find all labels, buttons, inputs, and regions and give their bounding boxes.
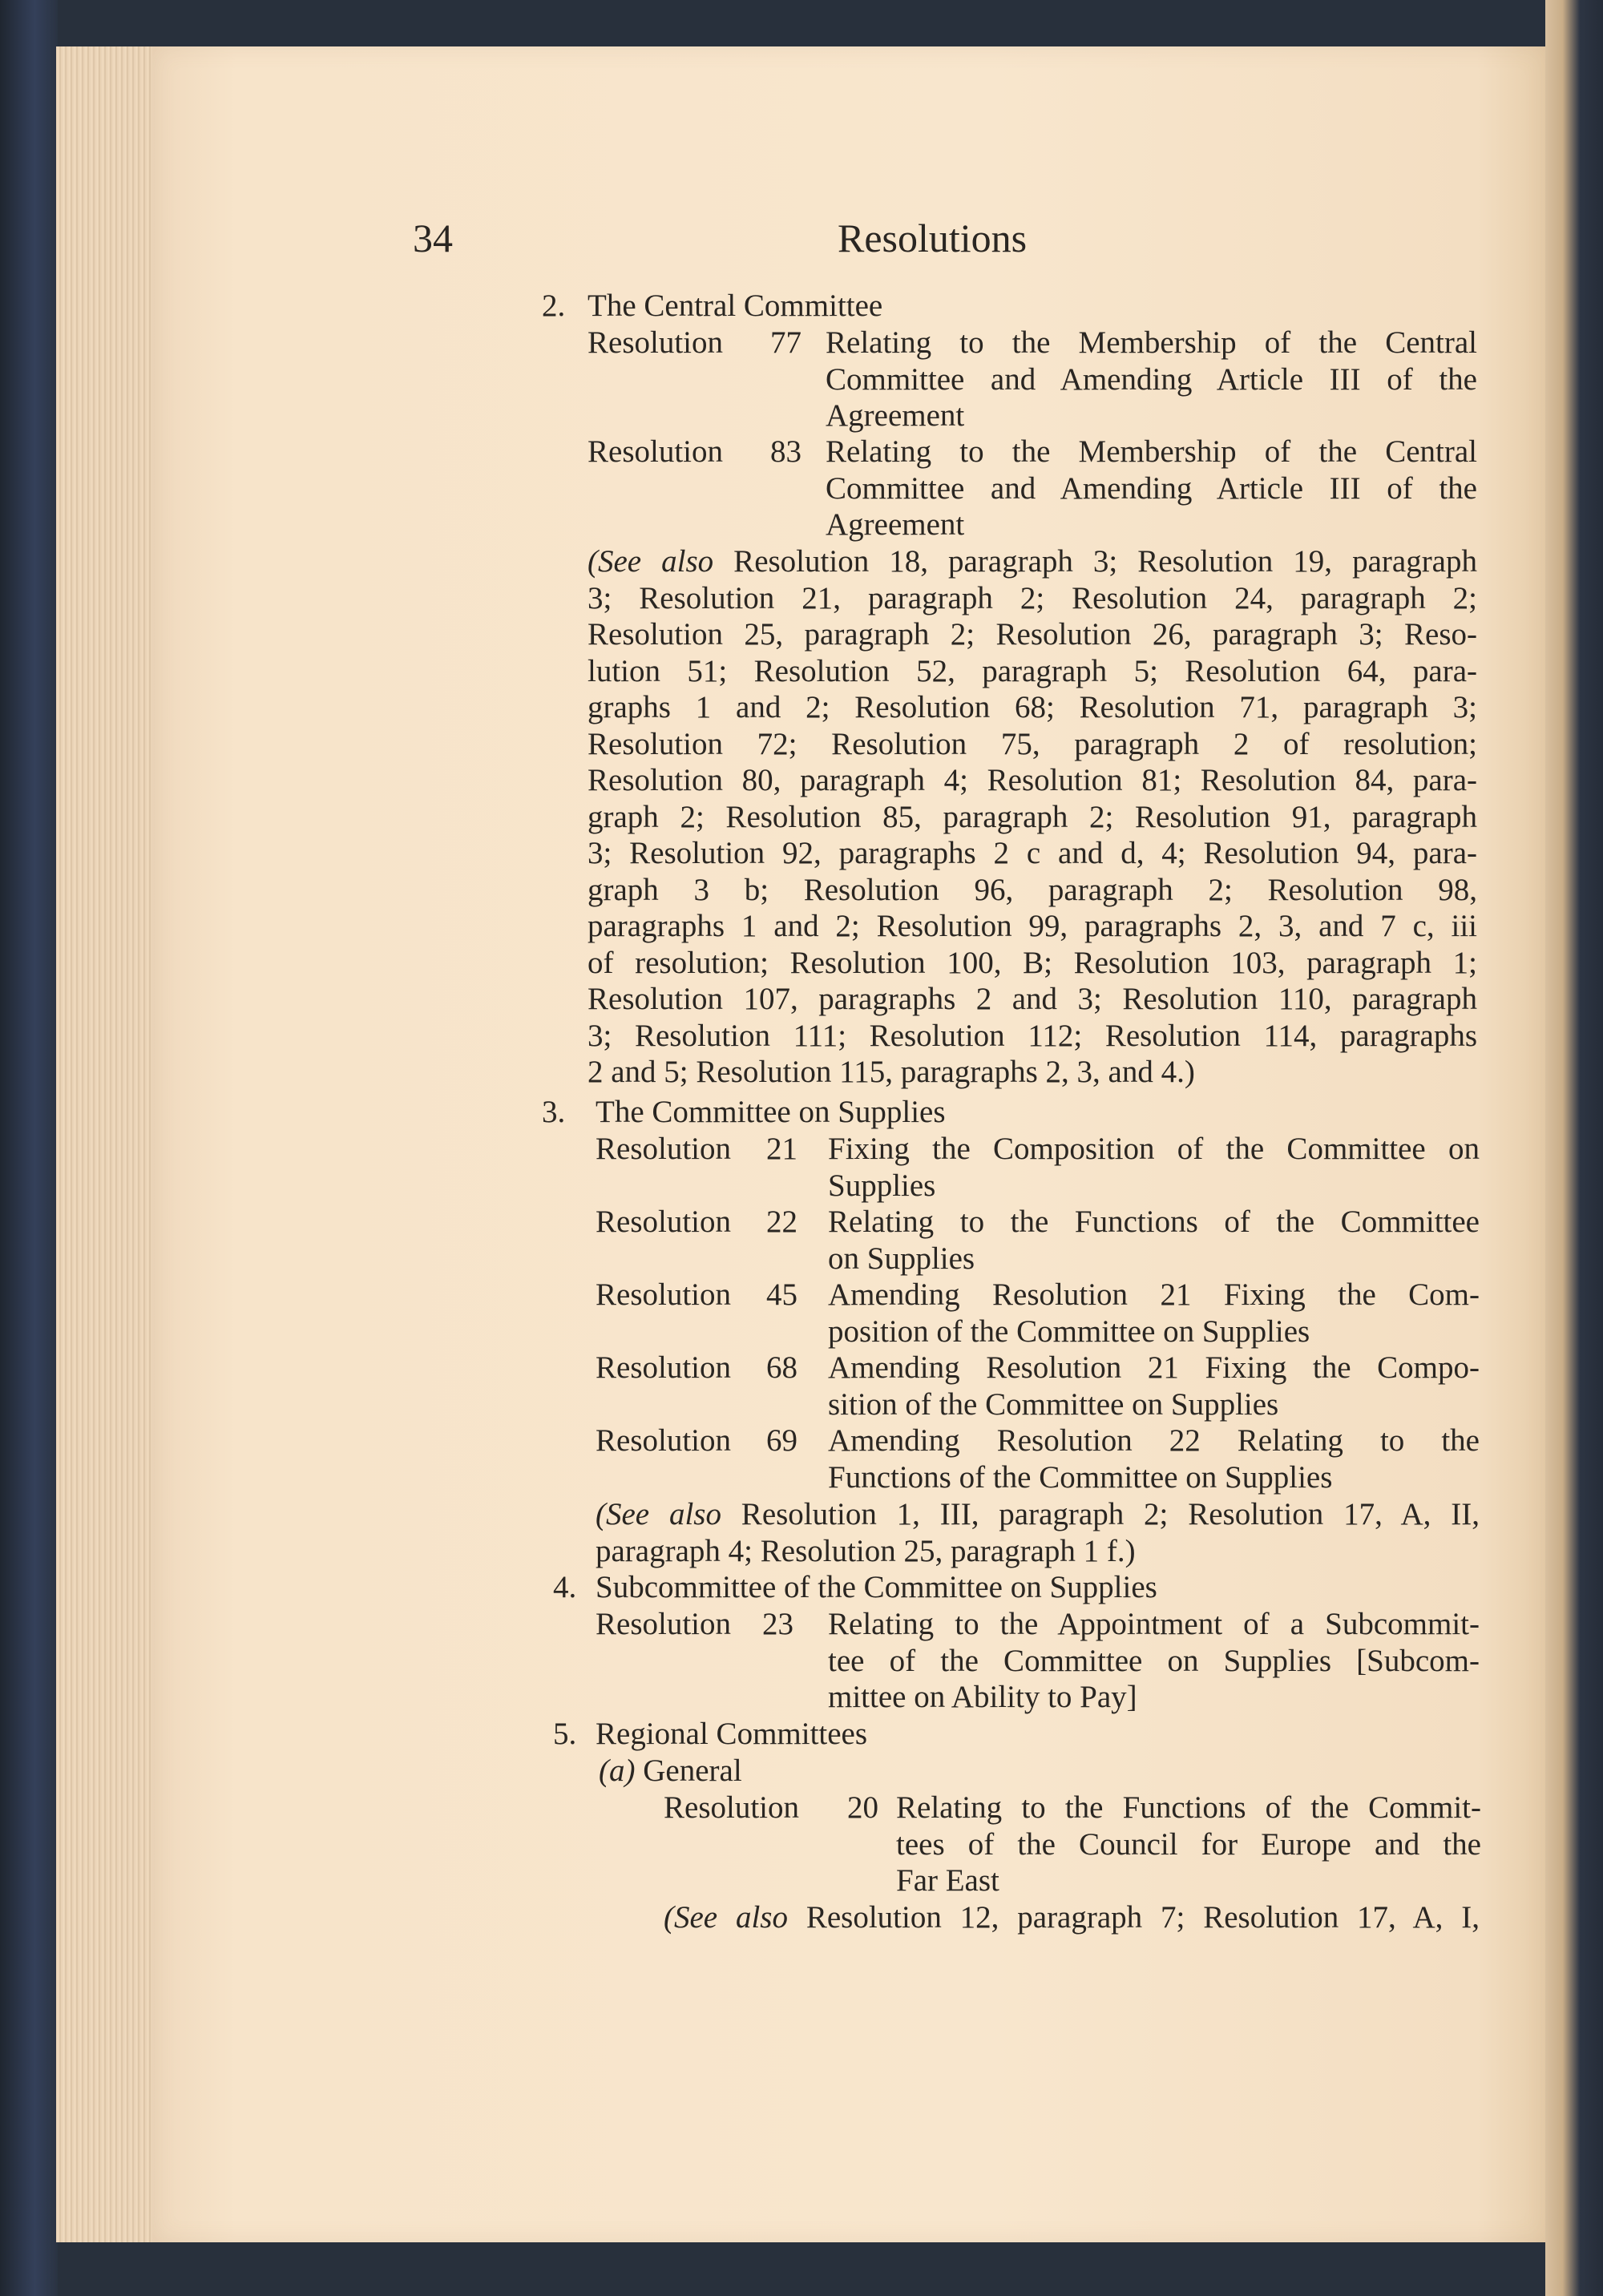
page-number: 34 xyxy=(413,216,453,260)
entry-description: Relating to the Membership of the Central Committee and Amending Article III of the Agreement xyxy=(826,325,1477,433)
entry-description: Amending Resolution 21 Fixing the Com- position of the Committee on Supplies xyxy=(828,1277,1480,1349)
entry-description: Amending Resolution 22 Relating to the Functions of the Committee on Supplies xyxy=(828,1423,1480,1495)
entry-number: 83 xyxy=(770,434,802,469)
entry-description: Relating to the Functions of the Commit- tees of the Council for Europe and the Far East xyxy=(896,1790,1481,1898)
section-number: 4. xyxy=(553,1570,577,1604)
entry-label: Resolution xyxy=(664,1790,800,1825)
entry-number: 21 xyxy=(766,1132,797,1166)
entry-label: Resolution xyxy=(596,1423,732,1458)
see-also-block: (See also Resolution 12, paragraph 7; Resolution 17, A, I, xyxy=(664,1900,1480,1935)
subsection-marker: (a) xyxy=(599,1753,636,1788)
entry-number: 22 xyxy=(766,1204,797,1239)
entry-label: Resolution xyxy=(596,1204,732,1239)
entry-number: 20 xyxy=(847,1790,878,1825)
entry-number: 68 xyxy=(766,1350,797,1385)
entry-description: Relating to the Functions of the Committee on Supplies xyxy=(828,1204,1480,1276)
entry-description: Relating to the Membership of the Central Committee and Amending Article III of the Agreement xyxy=(826,434,1477,542)
book-cover-right xyxy=(1545,0,1603,2296)
entry-number: 45 xyxy=(766,1277,797,1312)
section-title: Subcommittee of the Committee on Supplies xyxy=(596,1570,1157,1604)
section-number: 5. xyxy=(553,1717,577,1751)
entry-number: 23 xyxy=(762,1607,793,1641)
entry-number: 77 xyxy=(770,325,802,360)
entry-label: Resolution xyxy=(596,1350,732,1385)
running-head: Resolutions xyxy=(838,216,1028,260)
see-also-block: (See also Resolution 1, III, paragraph 2; Resolution 17, A, II, paragraph 4; Resolution 25, paragraph 1 f.) xyxy=(596,1497,1480,1568)
entry-description: Amending Resolution 21 Fixing the Compo- sition of the Committee on Supplies xyxy=(828,1350,1480,1422)
section-title: Regional Committees xyxy=(596,1717,868,1751)
entry-description: Relating to the Appointment of a Subcommit- tee of the Committee on Supplies [Subcom- mittee on Ability to Pay] xyxy=(828,1607,1480,1714)
subsection-heading xyxy=(599,1753,742,1789)
entry-label: Resolution xyxy=(596,1607,732,1641)
entry-label: Resolution xyxy=(587,434,724,469)
entry-label: Resolution xyxy=(596,1132,732,1166)
entry-description: Fixing the Composition of the Committee on Supplies xyxy=(828,1132,1480,1203)
entry-number: 69 xyxy=(766,1423,797,1458)
entry-label: Resolution xyxy=(587,325,724,360)
book-cover-left xyxy=(0,0,58,2296)
section-number: 3. xyxy=(542,1095,566,1129)
see-also-block: (See also Resolution 18, paragraph 3; Resolution 19, paragraph 3; Resolution 21, paragraph 2; Resolution 24, paragraph 2; Resolution 25, paragraph 2; Resolution 26, paragraph 3; Reso- lution 51; Resolution 52, paragraph 5; Resolution 64, para- graphs 1 and 2; Resolution 68; Resolution 71, paragraph 3; Resolution 72; Resolution 75, paragraph 2 of resolution; Resolution 80, paragraph 4; Resolution 81; Resolution 84, para- graph 2; Resolution 85, paragraph 2; Resolution 91, paragraph 3; Resolution 92, paragraphs 2 c and d, 4; Resolution 94, para- graph 3 b; Resolution 96, paragraph 2; Resolution 98, paragraphs 1 and 2; Resolution 99, paragraphs 2, 3, and 7 c, iii of resolution; Resolution 100, B; Resolution 103, paragraph 1; Resolution 107, paragraphs 2 and 3; Resolution 110, paragraph 3; Resolution 111; Resolution 112; Resolution 114, paragraphs 2 and 5; Resolution 115, paragraphs 2, 3, and 4.) xyxy=(587,544,1477,1089)
section-number: 2. xyxy=(542,289,566,323)
subsection-title: General xyxy=(643,1753,742,1788)
entry-label: Resolution xyxy=(596,1277,732,1312)
section-title: The Central Committee xyxy=(587,289,883,323)
section-title: The Committee on Supplies xyxy=(596,1095,946,1129)
